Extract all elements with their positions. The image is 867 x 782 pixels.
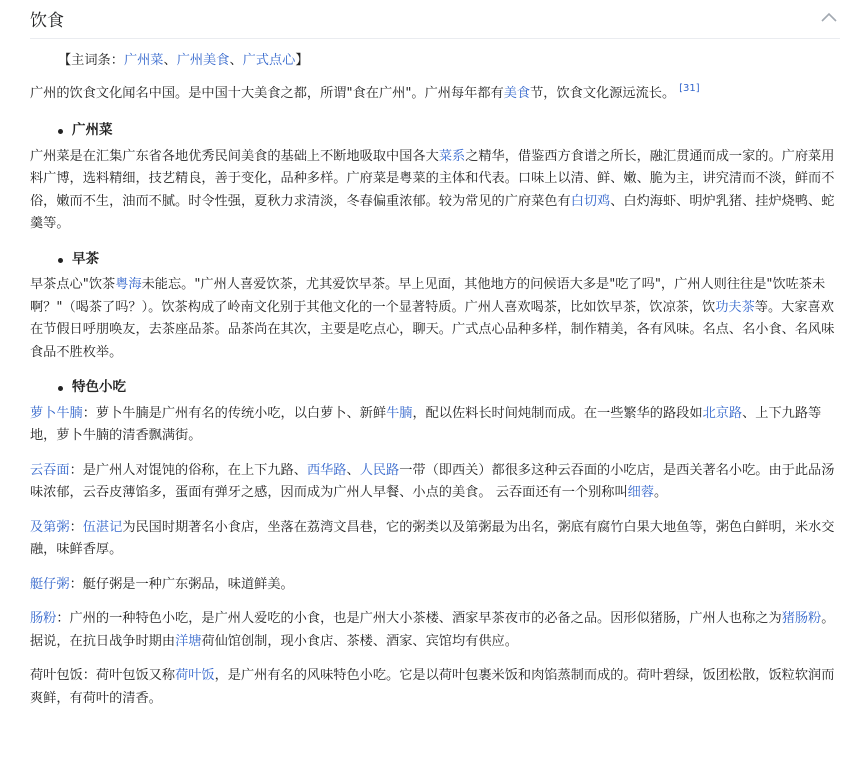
reference-31[interactable]: [31]: [679, 83, 700, 95]
section-title: 饮食: [30, 11, 64, 31]
section-content: [30, 50, 838, 720]
link-beijing-road[interactable]: 北京路: [702, 405, 743, 421]
paragraph-text: 为民国时期著名小食店，坐落在荔湾文昌巷，它的粥类以及第粥最为出名，粥底有腐竹白果大地鱼等，粥色白鲜明，米水交融，味鲜香厚。: [30, 519, 835, 557]
link-white-cut-chicken[interactable]: 白切鸡: [570, 193, 611, 209]
snack-name: 荷叶包饭: [30, 668, 83, 683]
paragraph-text: ：广州的一种特色小吃，是广州人爱吃的小食，也是广州大小茶楼、酒家早茶夜市的必备之品。因形似猪肠，广州人也称之为: [56, 611, 782, 626]
heading-morning-tea: 早茶: [72, 248, 838, 271]
link-wuzhanji[interactable]: 伍湛记: [82, 519, 123, 535]
separator: 、: [163, 53, 177, 68]
paragraph-text: 。: [654, 485, 668, 500]
heading-snacks: 特色小吃: [72, 376, 838, 399]
snack-changfen-paragraph: [30, 608, 838, 653]
link-renmin-road[interactable]: 人民路: [359, 462, 400, 478]
paragraph-text: ：是广州人对馄饨的俗称，在上下九路、: [69, 462, 307, 478]
main-entry-suffix: 】: [295, 53, 309, 68]
link-radish-beef-brisket[interactable]: 萝卜牛腩: [30, 405, 83, 421]
paragraph-text: 荷仙馆创制，现小食店、茶楼、酒家、宾馆均有供应。: [201, 633, 518, 649]
chevron-up-icon[interactable]: [820, 10, 838, 24]
paragraph-text: ：萝卜牛腩是广州有名的传统小吃，以白萝卜、新鲜: [82, 405, 387, 421]
link-kungfu-tea[interactable]: 功夫茶: [715, 299, 755, 315]
separator: 、: [229, 53, 243, 68]
paragraph-text: ，是广州有名的风味特色小吃。它是以荷叶包裹米饭和肉馅蒸制而成的。荷叶碧绿，饭团松散，饭粒软润而爽鲜，有荷叶的清香。: [30, 668, 835, 706]
snack-heye-paragraph: [30, 665, 838, 710]
paragraph-text: 早茶点心"饮茶: [30, 277, 116, 292]
snack-yuntun-paragraph: [30, 460, 838, 505]
link-guangzhou-food[interactable]: 广州美食: [176, 53, 230, 68]
paragraph-text: 、白灼海虾、明炉乳猪、挂炉烧鸭、蛇羹等。: [30, 193, 835, 231]
link-xirong[interactable]: 细蓉: [627, 485, 655, 500]
snack-jidi-paragraph: [30, 517, 838, 562]
heading-guangzhou-cuisine: 广州菜: [72, 119, 838, 142]
link-lotus-leaf-rice[interactable]: 荷叶饭: [175, 668, 215, 683]
paragraph-text: 。据说，在抗日战争时期由: [30, 611, 835, 649]
link-cantonese-dimsum[interactable]: 广式点心: [242, 53, 296, 68]
separator: 、: [346, 462, 360, 478]
link-guangzhou-cuisine[interactable]: 广州菜: [123, 53, 164, 68]
link-cuisines[interactable]: 菜系: [438, 148, 466, 164]
snack-tingzai-paragraph: [30, 574, 838, 597]
paragraph-text: ：荷叶包饭又称: [82, 668, 176, 683]
section-header: [30, 0, 840, 39]
link-wonton-noodles[interactable]: 云吞面: [30, 462, 70, 478]
paragraph-text: ：艇仔粥是一种广东粥品，味道鲜美。: [69, 576, 294, 592]
paragraph-text: 一带（即西关）都很多这种云吞面的小吃店，是西关著名小吃。由于此品汤味浓郁，云吞皮薄馅多，蛋面有弹牙之感，因而成为广州人早餐、小点的美食。 云吞面还有一个别称叫: [30, 462, 835, 500]
link-rice-noodle-roll[interactable]: 肠粉: [30, 611, 57, 626]
link-yuehai[interactable]: 粤海: [115, 277, 142, 292]
link-jidi-congee[interactable]: 及第粥: [30, 519, 70, 535]
intro-text: 节，饮食文化源远流长。: [530, 85, 676, 101]
paragraph-text: 之精华，借鉴西方食谱之所长，融汇贯通而成一家的。广府菜用料广博，选料精细，技艺精良，善于变化，品种多样。广府菜是粤菜的主体和代表。口味上以清、鲜、嫩、脆为主，讲究清而不淡，鲜而不俗，嫩而不生，油而不腻。时令性强，夏秋力求清淡，冬春偏重浓郁。较为常见的广府菜色有: [30, 148, 835, 209]
guangzhou-cuisine-paragraph: [30, 146, 838, 236]
morning-tea-paragraph: [30, 274, 838, 364]
link-sampan-congee[interactable]: 艇仔粥: [30, 576, 70, 592]
main-entry-prefix: 【主词条：: [58, 53, 124, 68]
paragraph-text: 广州菜是在汇集广东省各地优秀民间美食的基础上不断地吸取中国各大: [30, 148, 439, 164]
link-beef-brisket[interactable]: 牛腩: [386, 405, 413, 421]
snack-luobo-paragraph: [30, 403, 838, 448]
paragraph-text: ，配以佐料长时间炖制而成。在一些繁华的路段如: [412, 405, 703, 421]
intro-text: 广州的饮食文化闻名中国。是中国十大美食之都，所谓"食在广州"。广州每年都有: [30, 85, 504, 101]
link-food[interactable]: 美食: [503, 85, 531, 101]
link-xihua-road[interactable]: 西华路: [306, 462, 347, 478]
intro-paragraph: [30, 83, 838, 106]
paragraph-text: 等。大家喜欢在节假日呼朋唤友，去茶座品茶。品茶尚在其次，主要是吃点心，聊天。广式点心品种多样，制作精美，各有风味。名点、名小食、名风味食品不胜枚举。: [30, 299, 835, 360]
main-entry-note: [58, 50, 838, 73]
link-zhuchangfen[interactable]: 猪肠粉: [781, 611, 822, 626]
paragraph-text: 未能忘。"广州人喜爱饮茶，尤其爱饮早茶。早上见面，其他地方的问候语大多是"吃了吗"，广州人则往往是"饮咗茶未啊？"（喝茶了吗？）。饮茶构成了岭南文化别于其他文化的一个显著特质。广州人喜欢喝茶，比如饮早茶，饮凉茶，饮: [30, 277, 826, 315]
link-yangtang[interactable]: 洋塘: [175, 633, 202, 649]
separator: ：: [69, 519, 83, 535]
paragraph-text: 、上下九路等地，萝卜牛腩的清香飘满街。: [30, 405, 822, 443]
